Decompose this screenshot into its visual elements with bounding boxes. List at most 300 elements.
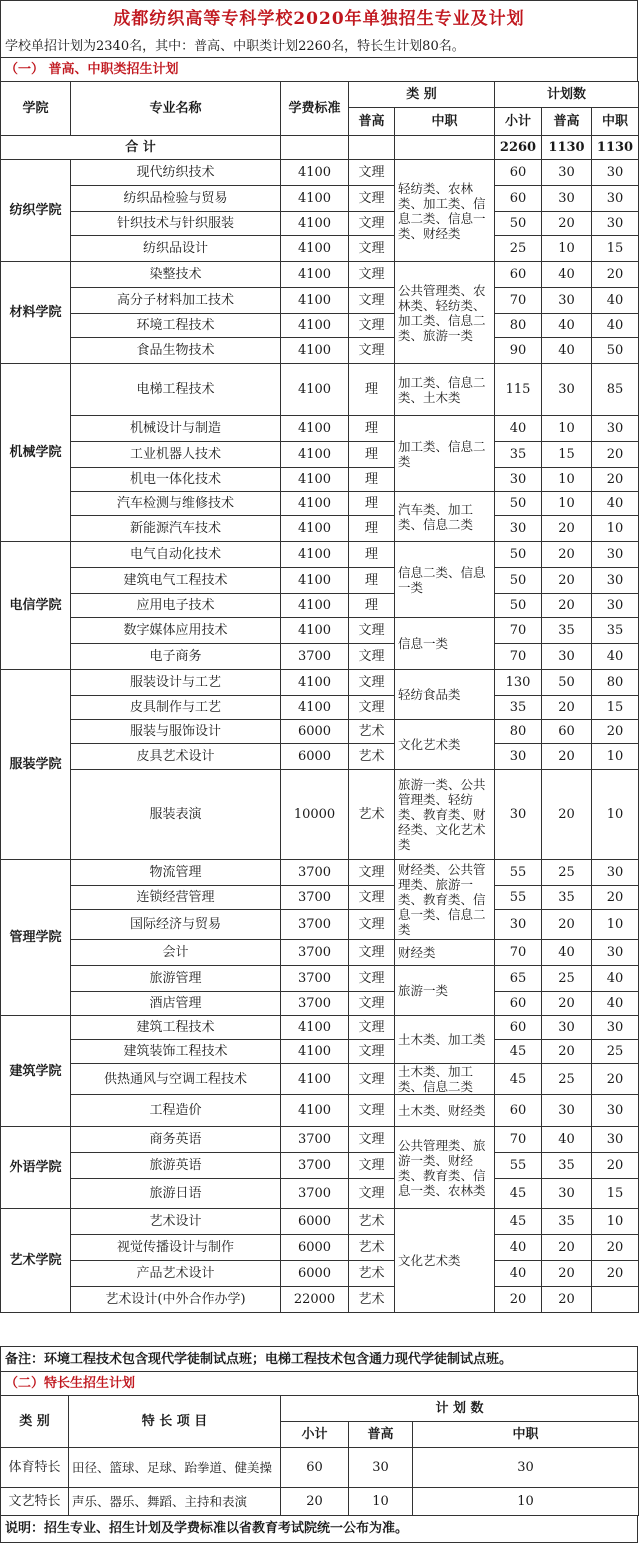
header-category: 类 别 xyxy=(349,82,495,108)
table-row xyxy=(1,770,639,860)
track-type: 文理 xyxy=(349,940,395,966)
major-name: 艺术设计(中外合作办学) xyxy=(71,1287,281,1313)
track-type: 理 xyxy=(349,364,395,416)
plan-subtotal: 90 xyxy=(495,338,542,364)
major-name: 国际经济与贸易 xyxy=(71,910,281,940)
tuition-fee: 4100 xyxy=(281,416,349,442)
header-subtotal: 小计 xyxy=(495,108,542,136)
plan-zhongzhi: 10 xyxy=(592,910,639,940)
vocational-categories: 土木类、加工类、信息二类 xyxy=(395,1064,495,1095)
track-type: 艺术 xyxy=(349,1261,395,1287)
tuition-fee: 4100 xyxy=(281,1016,349,1040)
plan-subtotal: 35 xyxy=(495,696,542,720)
total-subtotal: 2260 xyxy=(495,136,542,160)
plan-subtotal: 40 xyxy=(495,1261,542,1287)
tuition-fee: 4100 xyxy=(281,516,349,542)
major-name: 产品艺术设计 xyxy=(71,1261,281,1287)
track-type: 文理 xyxy=(349,992,395,1016)
tuition-fee: 3700 xyxy=(281,886,349,910)
plan-putong: 35 xyxy=(542,618,592,644)
tuition-fee: 3700 xyxy=(281,860,349,886)
major-name: 商务英语 xyxy=(71,1127,281,1153)
vocational-categories: 财经类、公共管理类、旅游一类、教育类、信息一类、信息二类 xyxy=(395,860,495,940)
plan-zhongzhi: 30 xyxy=(592,212,639,236)
plan-subtotal: 30 xyxy=(495,910,542,940)
table-row xyxy=(1,670,639,696)
plan-subtotal: 50 xyxy=(495,542,542,568)
tuition-fee: 10000 xyxy=(281,770,349,860)
plan-zhongzhi: 40 xyxy=(592,492,639,516)
tuition-fee: 4100 xyxy=(281,364,349,416)
track-type: 文理 xyxy=(349,1127,395,1153)
plan-subtotal: 70 xyxy=(495,940,542,966)
major-name: 高分子材料加工技术 xyxy=(71,288,281,314)
plan-zhongzhi: 85 xyxy=(592,364,639,416)
plan-subtotal: 55 xyxy=(495,1153,542,1179)
college-name: 管理学院 xyxy=(1,860,71,1016)
track-type: 文理 xyxy=(349,670,395,696)
college-name: 纺织学院 xyxy=(1,160,71,262)
plan-zhongzhi: 25 xyxy=(592,1040,639,1064)
plan-zhongzhi: 20 xyxy=(592,468,639,492)
t2-row-item: 声乐、器乐、舞蹈、主持和表演 xyxy=(69,1488,281,1516)
plan-putong: 20 xyxy=(542,696,592,720)
plan-zhongzhi: 80 xyxy=(592,670,639,696)
table-row xyxy=(1,720,639,744)
tuition-fee: 6000 xyxy=(281,720,349,744)
track-type: 文理 xyxy=(349,1040,395,1064)
tuition-fee: 4100 xyxy=(281,542,349,568)
plan-putong: 30 xyxy=(542,1179,592,1209)
plan-zhongzhi: 10 xyxy=(592,1209,639,1235)
track-type: 艺术 xyxy=(349,744,395,770)
plan-putong: 20 xyxy=(542,744,592,770)
plan-zhongzhi xyxy=(592,1287,639,1313)
main-plan-table xyxy=(0,81,639,1313)
plan-putong: 20 xyxy=(542,1261,592,1287)
table-row xyxy=(1,492,639,516)
major-name: 工程造价 xyxy=(71,1095,281,1127)
tuition-fee: 3700 xyxy=(281,644,349,670)
plan-subtotal: 25 xyxy=(495,236,542,262)
tuition-fee: 6000 xyxy=(281,1261,349,1287)
plan-zhongzhi: 30 xyxy=(592,160,639,186)
track-type: 理 xyxy=(349,594,395,618)
track-type: 艺术 xyxy=(349,720,395,744)
tuition-fee: 4100 xyxy=(281,670,349,696)
major-name: 应用电子技术 xyxy=(71,594,281,618)
header-plan-zhongzhi: 中职 xyxy=(592,108,639,136)
track-type: 理 xyxy=(349,568,395,594)
track-type: 艺术 xyxy=(349,1209,395,1235)
tuition-fee: 4100 xyxy=(281,492,349,516)
plan-zhongzhi: 15 xyxy=(592,236,639,262)
major-name: 服装与服饰设计 xyxy=(71,720,281,744)
plan-putong: 10 xyxy=(542,468,592,492)
tuition-fee: 4100 xyxy=(281,696,349,720)
tuition-fee: 6000 xyxy=(281,1235,349,1261)
tuition-fee: 4100 xyxy=(281,186,349,212)
table-row xyxy=(1,860,639,886)
tuition-fee: 3700 xyxy=(281,910,349,940)
track-type: 文理 xyxy=(349,160,395,186)
table-row xyxy=(1,568,639,594)
t2-row-subtotal: 20 xyxy=(281,1488,349,1516)
plan-subtotal: 70 xyxy=(495,1127,542,1153)
plan-subtotal: 50 xyxy=(495,492,542,516)
track-type: 理 xyxy=(349,516,395,542)
college-name: 建筑学院 xyxy=(1,1016,71,1127)
plan-putong: 30 xyxy=(542,186,592,212)
tuition-fee: 3700 xyxy=(281,1153,349,1179)
track-type: 文理 xyxy=(349,966,395,992)
table-row xyxy=(1,468,639,492)
plan-zhongzhi: 20 xyxy=(592,442,639,468)
t2-header-type: 类 别 xyxy=(1,1396,69,1448)
major-name: 新能源汽车技术 xyxy=(71,516,281,542)
plan-subtotal: 40 xyxy=(495,1235,542,1261)
track-type: 文理 xyxy=(349,910,395,940)
plan-zhongzhi: 15 xyxy=(592,696,639,720)
t2-row-type: 体育特长 xyxy=(1,1448,69,1488)
tuition-fee: 4100 xyxy=(281,160,349,186)
vocational-categories: 信息一类 xyxy=(395,618,495,670)
track-type: 文理 xyxy=(349,236,395,262)
plan-subtotal: 45 xyxy=(495,1179,542,1209)
table-row xyxy=(1,966,639,992)
college-name: 材料学院 xyxy=(1,262,71,364)
plan-subtotal: 115 xyxy=(495,364,542,416)
major-name: 数字媒体应用技术 xyxy=(71,618,281,644)
vocational-categories: 土木类、加工类 xyxy=(395,1016,495,1064)
vocational-categories: 加工类、信息二类 xyxy=(395,416,495,492)
tuition-fee: 22000 xyxy=(281,1287,349,1313)
track-type: 文理 xyxy=(349,1095,395,1127)
plan-subtotal: 45 xyxy=(495,1209,542,1235)
plan-subtotal: 80 xyxy=(495,314,542,338)
major-name: 艺术设计 xyxy=(71,1209,281,1235)
plan-putong: 25 xyxy=(542,1064,592,1095)
plan-subtotal: 40 xyxy=(495,416,542,442)
plan-subtotal: 55 xyxy=(495,886,542,910)
plan-putong: 30 xyxy=(542,1016,592,1040)
plan-putong: 30 xyxy=(542,364,592,416)
table-row xyxy=(1,1127,639,1153)
major-name: 汽车检测与维修技术 xyxy=(71,492,281,516)
tuition-fee: 4100 xyxy=(281,314,349,338)
plan-subtotal: 60 xyxy=(495,1095,542,1127)
plan-putong: 20 xyxy=(542,1287,592,1313)
major-name: 纺织品检验与贸易 xyxy=(71,186,281,212)
plan-subtotal: 30 xyxy=(495,468,542,492)
section-2-title: （二）特长生招生计划 xyxy=(0,1372,638,1396)
major-name: 食品生物技术 xyxy=(71,338,281,364)
plan-subtotal: 35 xyxy=(495,442,542,468)
plan-putong: 40 xyxy=(542,940,592,966)
track-type: 文理 xyxy=(349,644,395,670)
track-type: 文理 xyxy=(349,212,395,236)
t2-row-subtotal: 60 xyxy=(281,1448,349,1488)
special-plan-table xyxy=(0,1395,639,1516)
plan-putong: 30 xyxy=(542,644,592,670)
track-type: 文理 xyxy=(349,618,395,644)
plan-putong: 25 xyxy=(542,860,592,886)
t2-header-subtotal: 小计 xyxy=(281,1422,349,1448)
t2-row-zhongzhi: 10 xyxy=(413,1488,639,1516)
plan-subtotal: 20 xyxy=(495,1287,542,1313)
header-fee: 学费标准 xyxy=(281,82,349,136)
vocational-categories: 旅游一类、公共管理类、轻纺类、教育类、财经类、文化艺术类 xyxy=(395,770,495,860)
header-plan-putong: 普高 xyxy=(542,108,592,136)
tuition-fee: 4100 xyxy=(281,618,349,644)
track-type: 文理 xyxy=(349,886,395,910)
plan-subtotal: 50 xyxy=(495,568,542,594)
major-name: 服装设计与工艺 xyxy=(71,670,281,696)
track-type: 文理 xyxy=(349,1016,395,1040)
table-row xyxy=(1,644,639,670)
track-type: 文理 xyxy=(349,262,395,288)
total-label: 合 计 xyxy=(1,136,281,160)
plan-subtotal: 60 xyxy=(495,1016,542,1040)
vocational-categories: 加工类、信息二类、土木类 xyxy=(395,364,495,416)
table-row xyxy=(1,236,639,262)
tuition-fee: 4100 xyxy=(281,262,349,288)
t2-header-item: 特 长 项 目 xyxy=(69,1396,281,1448)
table-row xyxy=(1,186,639,212)
tuition-fee: 4100 xyxy=(281,1095,349,1127)
track-type: 文理 xyxy=(349,1064,395,1095)
track-type: 理 xyxy=(349,492,395,516)
plan-putong: 60 xyxy=(542,720,592,744)
plan-subtotal: 130 xyxy=(495,670,542,696)
plan-putong: 40 xyxy=(542,1127,592,1153)
major-name: 机械设计与制造 xyxy=(71,416,281,442)
plan-zhongzhi: 40 xyxy=(592,314,639,338)
total-zhongzhi: 1130 xyxy=(592,136,639,160)
track-type: 文理 xyxy=(349,1153,395,1179)
plan-subtotal: 30 xyxy=(495,770,542,860)
tuition-fee: 4100 xyxy=(281,288,349,314)
tuition-fee: 3700 xyxy=(281,1127,349,1153)
major-name: 电梯工程技术 xyxy=(71,364,281,416)
major-name: 旅游英语 xyxy=(71,1153,281,1179)
plan-zhongzhi: 50 xyxy=(592,338,639,364)
plan-zhongzhi: 20 xyxy=(592,1153,639,1179)
plan-putong: 40 xyxy=(542,338,592,364)
plan-zhongzhi: 30 xyxy=(592,568,639,594)
plan-zhongzhi: 30 xyxy=(592,186,639,212)
plan-zhongzhi: 20 xyxy=(592,262,639,288)
major-name: 旅游管理 xyxy=(71,966,281,992)
major-name: 机电一体化技术 xyxy=(71,468,281,492)
table-row xyxy=(1,744,639,770)
plan-subtotal: 60 xyxy=(495,992,542,1016)
major-name: 电气自动化技术 xyxy=(71,542,281,568)
major-name: 皮具制作与工艺 xyxy=(71,696,281,720)
t2-row-item: 田径、篮球、足球、跆拳道、健美操 xyxy=(69,1448,281,1488)
table-row xyxy=(1,1016,639,1040)
track-type: 文理 xyxy=(349,186,395,212)
vocational-categories: 财经类 xyxy=(395,940,495,966)
plan-zhongzhi: 30 xyxy=(592,1095,639,1127)
plan-zhongzhi: 40 xyxy=(592,992,639,1016)
plan-subtotal: 45 xyxy=(495,1064,542,1095)
table-row xyxy=(1,992,639,1016)
plan-putong: 20 xyxy=(542,516,592,542)
track-type: 理 xyxy=(349,442,395,468)
plan-zhongzhi: 20 xyxy=(592,1064,639,1095)
major-name: 电子商务 xyxy=(71,644,281,670)
table-row xyxy=(1,1179,639,1209)
table-row xyxy=(1,1235,639,1261)
table-row xyxy=(1,910,639,940)
plan-putong: 20 xyxy=(542,910,592,940)
college-name: 电信学院 xyxy=(1,542,71,670)
table-row xyxy=(1,542,639,568)
t2-header-putong: 普高 xyxy=(349,1422,413,1448)
plan-putong: 40 xyxy=(542,314,592,338)
plan-putong: 50 xyxy=(542,670,592,696)
major-name: 视觉传播设计与制作 xyxy=(71,1235,281,1261)
section-1-title: （一） 普高、中职类招生计划 xyxy=(0,58,638,82)
total-putong: 1130 xyxy=(542,136,592,160)
table-row xyxy=(1,262,639,288)
plan-zhongzhi: 30 xyxy=(592,1016,639,1040)
major-name: 染整技术 xyxy=(71,262,281,288)
plan-putong: 15 xyxy=(542,442,592,468)
tuition-fee: 6000 xyxy=(281,744,349,770)
footer-note: 说明：招生专业、招生计划及学费标准以省教育考试院统一公布为准。 xyxy=(0,1515,638,1543)
table-row xyxy=(1,212,639,236)
plan-subtotal: 50 xyxy=(495,212,542,236)
vocational-categories: 土木类、财经类 xyxy=(395,1095,495,1127)
plan-zhongzhi: 10 xyxy=(592,770,639,860)
major-name: 旅游日语 xyxy=(71,1179,281,1209)
tuition-fee: 4100 xyxy=(281,1040,349,1064)
track-type: 文理 xyxy=(349,860,395,886)
document-title: 成都纺织高等专科学校2020年单独招生专业及计划 xyxy=(0,0,638,36)
major-name: 建筑工程技术 xyxy=(71,1016,281,1040)
vocational-categories: 轻纺食品类 xyxy=(395,670,495,720)
plan-putong: 20 xyxy=(542,594,592,618)
plan-putong: 20 xyxy=(542,568,592,594)
major-name: 连锁经营管理 xyxy=(71,886,281,910)
major-name: 现代纺织技术 xyxy=(71,160,281,186)
plan-putong: 30 xyxy=(542,1095,592,1127)
plan-zhongzhi: 20 xyxy=(592,886,639,910)
table-row xyxy=(1,1209,639,1235)
plan-putong: 35 xyxy=(542,1153,592,1179)
plan-zhongzhi: 40 xyxy=(592,644,639,670)
plan-subtotal: 30 xyxy=(495,516,542,542)
tuition-fee: 4100 xyxy=(281,568,349,594)
plan-putong: 20 xyxy=(542,212,592,236)
table-row xyxy=(1,288,639,314)
plan-zhongzhi: 40 xyxy=(592,966,639,992)
plan-putong: 25 xyxy=(542,966,592,992)
table-row xyxy=(1,1040,639,1064)
vocational-categories: 信息二类、信息一类 xyxy=(395,542,495,618)
college-name: 外语学院 xyxy=(1,1127,71,1209)
plan-putong: 10 xyxy=(542,236,592,262)
track-type: 文理 xyxy=(349,338,395,364)
tuition-fee: 3700 xyxy=(281,1179,349,1209)
major-name: 环境工程技术 xyxy=(71,314,281,338)
plan-zhongzhi: 30 xyxy=(592,860,639,886)
vocational-categories: 文化艺术类 xyxy=(395,1209,495,1313)
table-row xyxy=(1,364,639,416)
tuition-fee: 4100 xyxy=(281,468,349,492)
track-type: 文理 xyxy=(349,696,395,720)
vocational-categories: 公共管理类、农林类、轻纺类、加工类、信息二类、旅游一类 xyxy=(395,262,495,364)
table-row xyxy=(1,886,639,910)
plan-subtotal: 45 xyxy=(495,1040,542,1064)
major-name: 建筑装饰工程技术 xyxy=(71,1040,281,1064)
t2-row-type: 文艺特长 xyxy=(1,1488,69,1516)
college-name: 艺术学院 xyxy=(1,1209,71,1313)
table-row xyxy=(1,516,639,542)
vocational-categories: 汽车类、加工类、信息二类 xyxy=(395,492,495,542)
tuition-fee: 4100 xyxy=(281,338,349,364)
table-row xyxy=(1,416,639,442)
major-name: 针织技术与针织服装 xyxy=(71,212,281,236)
plan-zhongzhi: 35 xyxy=(592,618,639,644)
track-type: 文理 xyxy=(349,288,395,314)
track-type: 艺术 xyxy=(349,1287,395,1313)
plan-subtotal: 60 xyxy=(495,186,542,212)
tuition-fee: 4100 xyxy=(281,236,349,262)
plan-zhongzhi: 30 xyxy=(592,542,639,568)
t2-row-zhongzhi: 30 xyxy=(413,1448,639,1488)
major-name: 工业机器人技术 xyxy=(71,442,281,468)
table-row xyxy=(1,1153,639,1179)
plan-subtotal: 60 xyxy=(495,160,542,186)
plan-subtotal: 30 xyxy=(495,744,542,770)
tuition-fee: 4100 xyxy=(281,442,349,468)
vocational-categories: 旅游一类 xyxy=(395,966,495,1016)
header-putong: 普高 xyxy=(349,108,395,136)
major-name: 物流管理 xyxy=(71,860,281,886)
major-name: 皮具艺术设计 xyxy=(71,744,281,770)
plan-subtotal: 70 xyxy=(495,288,542,314)
table-row xyxy=(1,594,639,618)
table-row xyxy=(1,696,639,720)
plan-zhongzhi: 40 xyxy=(592,288,639,314)
t2-row-putong: 30 xyxy=(349,1448,413,1488)
major-name: 建筑电气工程技术 xyxy=(71,568,281,594)
plan-putong: 35 xyxy=(542,1209,592,1235)
plan-subtotal: 55 xyxy=(495,860,542,886)
plan-zhongzhi: 30 xyxy=(592,594,639,618)
plan-subtotal: 70 xyxy=(495,644,542,670)
table-row xyxy=(1,618,639,644)
table-row xyxy=(1,1261,639,1287)
plan-putong: 35 xyxy=(542,886,592,910)
plan-zhongzhi: 20 xyxy=(592,1261,639,1287)
tuition-fee: 4100 xyxy=(281,212,349,236)
plan-putong: 20 xyxy=(542,1235,592,1261)
plan-putong: 30 xyxy=(542,160,592,186)
vocational-categories: 公共管理类、旅游一类、财经类、教育类、信息一类、农林类 xyxy=(395,1127,495,1209)
track-type: 理 xyxy=(349,542,395,568)
plan-putong: 20 xyxy=(542,1040,592,1064)
major-name: 供热通风与空调工程技术 xyxy=(71,1064,281,1095)
t2-header-zhongzhi: 中职 xyxy=(413,1422,639,1448)
tuition-fee: 4100 xyxy=(281,1064,349,1095)
plan-zhongzhi: 20 xyxy=(592,1235,639,1261)
plan-zhongzhi: 30 xyxy=(592,940,639,966)
plan-subtotal: 80 xyxy=(495,720,542,744)
